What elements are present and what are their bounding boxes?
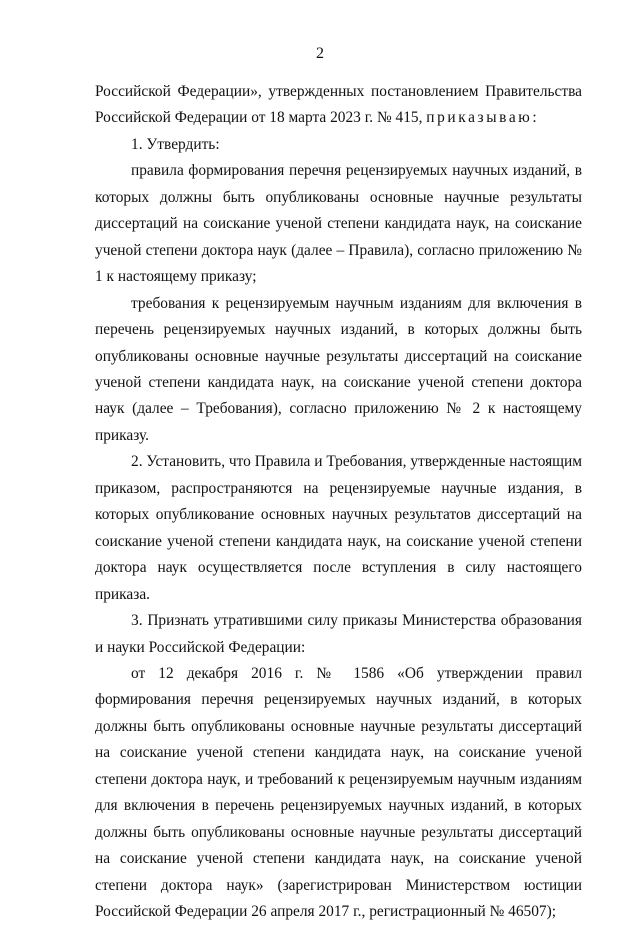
paragraph-continuation-text: Российской Федерации», утвержденных постановлением Правительства Российской Федерации от 18 марта 2023 г. № 415, [95, 83, 582, 127]
order-keyword: приказываю: [426, 109, 540, 127]
paragraph-continuation [95, 79, 582, 132]
paragraph-item-3: 3. Признать утратившими силу приказы Министерства образования и науки Российской Федерации: [95, 612, 582, 656]
paragraph-item-2: 2. Установить, что Правила и Требования, утвержденные настоящим приказом, распространяются на рецензируемые научные издания, в которых опубликование основных научных результатов диссертаций на соискание ученой степени кандидата наук, на соискание ученой степени доктора наук осуществляется после вступления в силу настоящего приказа. [95, 453, 582, 603]
page-number: 2 [316, 45, 324, 62]
paragraph-order-1586: от 12 декабря 2016 г. № 1586 «Об утверждении правил формирования перечня рецензируемых научных изданий, в которых должны быть опубликованы основные научные результаты диссертаций на соискание ученой степени кандидата наук, на соискание ученой степени доктора наук, и требований к рецензируемым научным изданиям для включения в перечень рецензируемых научных изданий, в которых должны быть опубликованы основные научные результаты диссертаций на соискание ученой степени кандидата наук, на соискание ученой степени доктора наук» (зарегистрирован Министерством юстиции Российской Федерации 26 апреля 2017 г., регистрационный № 46507); [95, 664, 582, 921]
document-body [95, 79, 582, 926]
paragraph-requirements: требования к рецензируемым научным изданиям для включения в перечень рецензируемых научных изданий, в которых должны быть опубликованы основные научные результаты диссертаций на соискание ученой степени кандидата наук, на соискание ученой степени доктора наук (далее – Требования), согласно приложению № 2 к настоящему приказу. [95, 294, 582, 444]
paragraph-item-1: 1. Утвердить: [131, 135, 220, 153]
paragraph-rules: правила формирования перечня рецензируемых научных изданий, в которых должны быть опубликованы основные научные результаты диссертаций на соискание ученой степени кандидата наук, на соискание ученой степени доктора наук (далее – Правила), согласно приложению № 1 к настоящему приказу; [95, 162, 582, 286]
